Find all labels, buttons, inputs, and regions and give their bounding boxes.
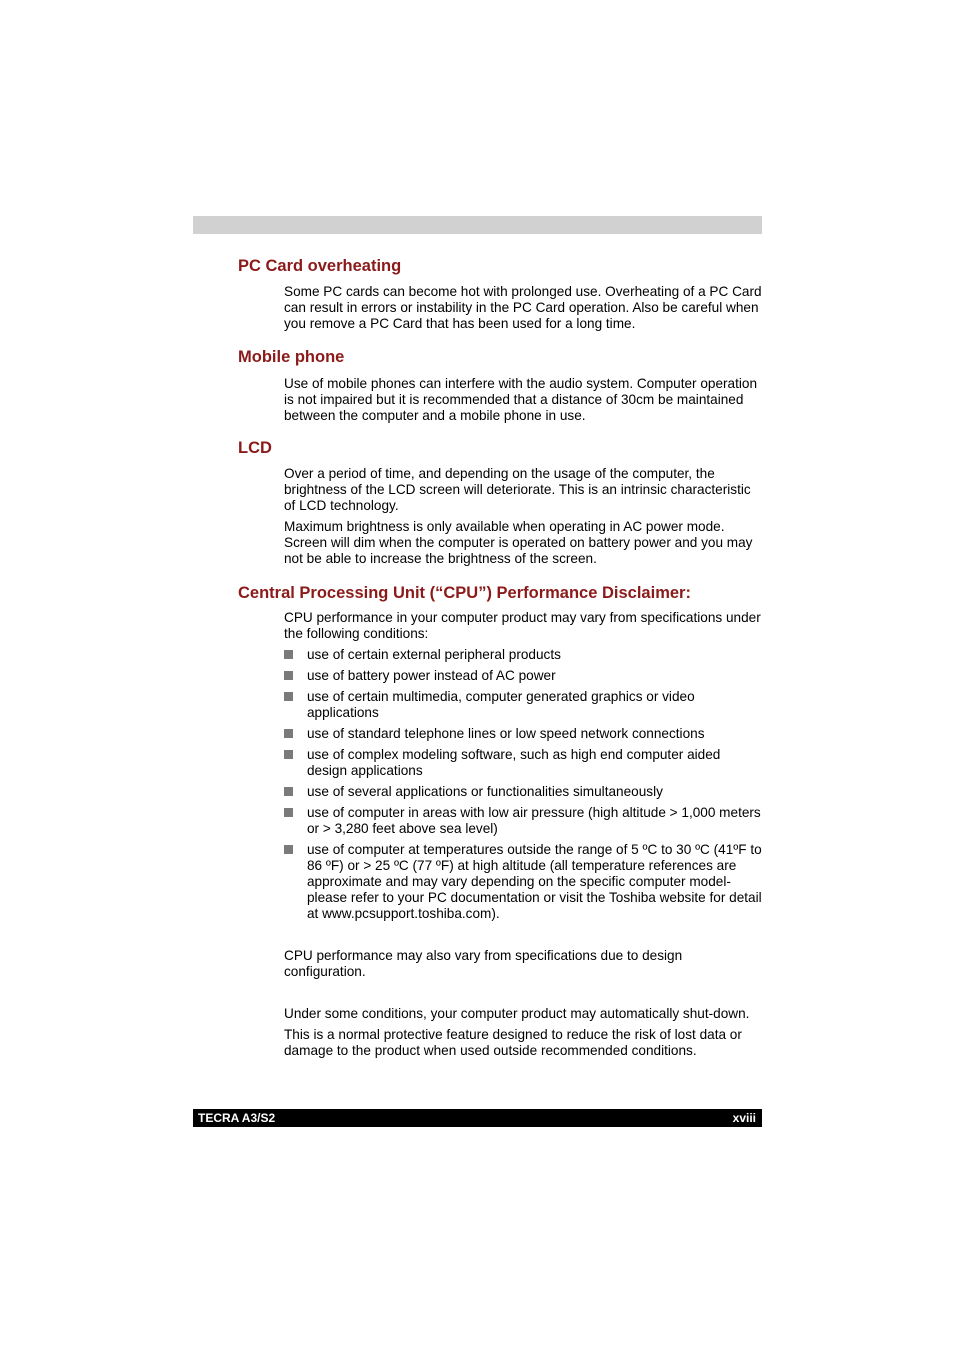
page-content	[238, 256, 762, 1059]
list-item	[284, 668, 762, 684]
square-bullet-icon	[284, 692, 293, 701]
paragraph: Over a period of time, and depending on the usage of the computer, the brightness of the LCD screen will deteriorate. This is an intrinsic characteristic of LCD technology.	[284, 466, 751, 513]
list-item	[284, 784, 762, 800]
square-bullet-icon	[284, 808, 293, 817]
list-item-text: use of battery power instead of AC power	[307, 668, 556, 683]
section-pc-card-overheating	[238, 256, 762, 332]
square-bullet-icon	[284, 650, 293, 659]
page-number: xviii	[732, 1111, 756, 1125]
square-bullet-icon	[284, 750, 293, 759]
paragraph: Maximum brightness is only available when operating in AC power mode. Screen will dim when the computer is operated on battery power and you may not be able to increase the brightness of the screen.	[284, 519, 753, 566]
section-heading: Central Processing Unit (“CPU”) Performance Disclaimer:	[238, 584, 691, 602]
list-item	[284, 805, 762, 837]
square-bullet-icon	[284, 845, 293, 854]
paragraph: CPU performance may also vary from specifications due to design configuration.	[284, 948, 683, 979]
list-item-text: use of standard telephone lines or low speed network connections	[307, 726, 705, 741]
list-item-text: use of complex modeling software, such as high end computer aided design applications	[307, 747, 721, 778]
section-heading: LCD	[238, 439, 272, 457]
section-mobile-phone	[238, 347, 762, 424]
list-item-text: use of certain external peripheral products	[307, 647, 561, 662]
list-item-text: use of computer at temperatures outside the range of 5 ºC to 30 ºC (41ºF to 86 ºF) or > 25 ºC (77 ºF) at high altitude (all temperature references are approximate and may vary depending on the specific computer model-please refer to your PC documentation or visit the Toshiba website for detail at www.pcsupport.toshiba.com).	[307, 842, 762, 921]
list-item-text: use of several applications or functionalities simultaneously	[307, 784, 663, 799]
list-item	[284, 842, 762, 922]
paragraph: CPU performance in your computer product may vary from specifications under the following conditions:	[284, 610, 761, 641]
section-heading: Mobile phone	[238, 348, 345, 366]
list-item	[284, 689, 762, 721]
paragraph: Use of mobile phones can interfere with the audio system. Computer operation is not impaired but it is recommended that a distance of 30cm be maintained between the computer and a mobile phone in use.	[284, 376, 758, 423]
header-bar	[193, 216, 762, 234]
list-item	[284, 647, 762, 663]
conditions-list	[284, 647, 762, 922]
square-bullet-icon	[284, 671, 293, 680]
square-bullet-icon	[284, 729, 293, 738]
footer-bar	[193, 1109, 762, 1127]
list-item-text: use of certain multimedia, computer generated graphics or video applications	[307, 689, 695, 720]
square-bullet-icon	[284, 787, 293, 796]
list-item	[284, 726, 762, 742]
section-lcd	[238, 438, 762, 567]
paragraph: This is a normal protective feature designed to reduce the risk of lost data or damage to the product when used outside recommended conditions.	[284, 1027, 742, 1058]
section-cpu-disclaimer	[238, 583, 762, 1059]
model-name: TECRA A3/S2	[198, 1111, 276, 1125]
paragraph: Under some conditions, your computer product may automatically shut-down.	[284, 1006, 750, 1021]
list-item-text: use of computer in areas with low air pressure (high altitude > 1,000 meters or > 3,280 feet above sea level)	[307, 805, 761, 836]
list-item	[284, 747, 762, 779]
paragraph: Some PC cards can become hot with prolonged use. Overheating of a PC Card can result in errors or instability in the PC Card operation. Also be careful when you remove a PC Card that has been used for a long time.	[284, 284, 762, 331]
section-heading: PC Card overheating	[238, 257, 402, 275]
